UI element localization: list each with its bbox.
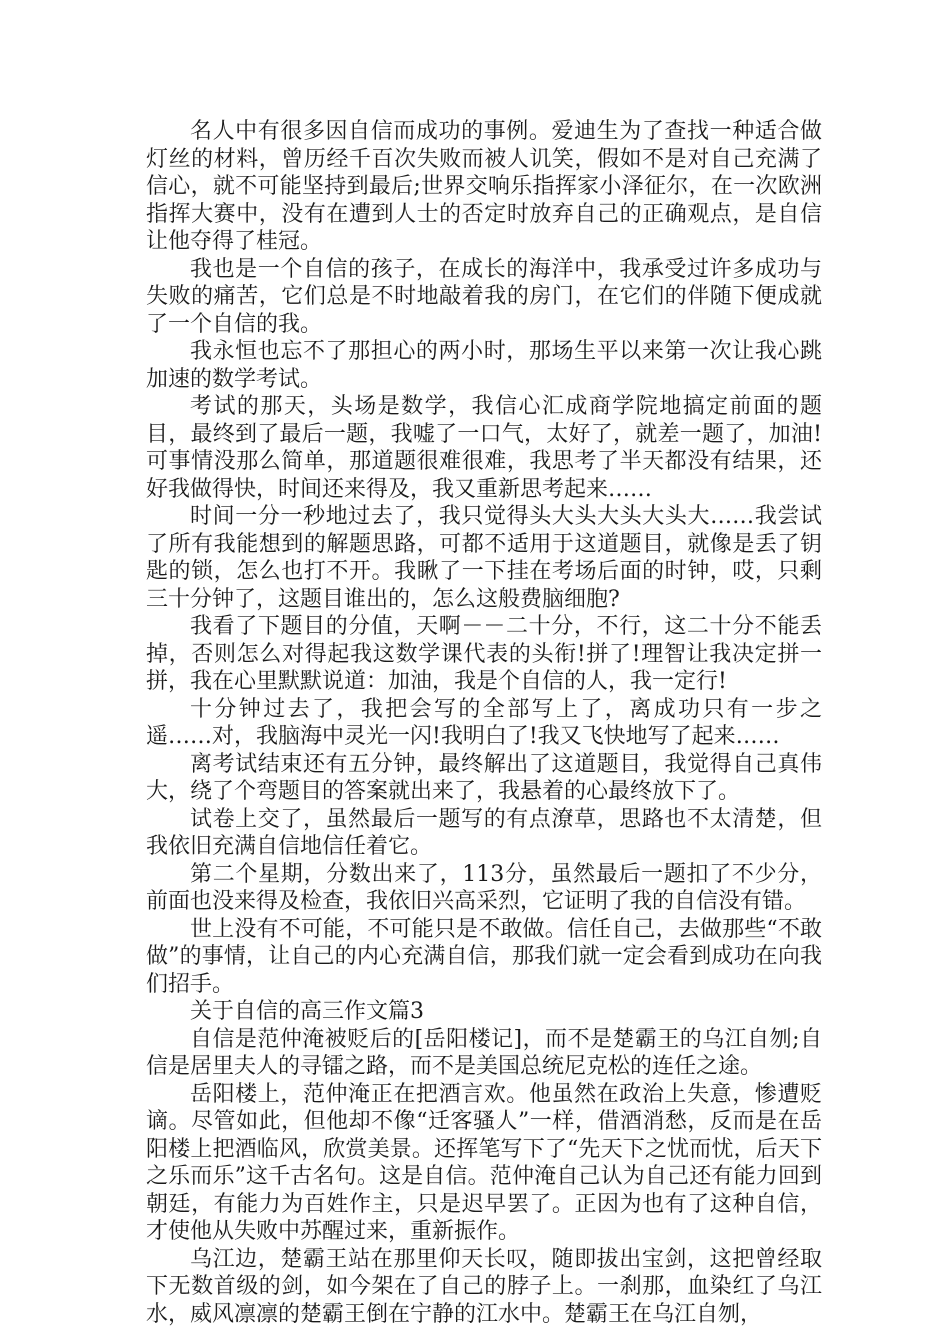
paragraph: 岳阳楼上，范仲淹正在把酒言欢。他虽然在政治上失意，惨遭贬谪。尽管如此，但他却不像“迁客骚人”一样，借酒消愁，反而是在岳阳楼上把酒临风，欣赏美景。还挥笔写下了“先天下之忧而忧，后天下之乐而乐”这千古名句。这是自信。范仲淹自己认为自己还有能力回到朝廷，有能力为百姓作主，只是迟早罢了。正因为也有了这种自信，才使他从失败中苏醒过来，重新振作。 (146, 1081, 822, 1244)
document-body (146, 118, 822, 1328)
paragraph: 考试的那天，头场是数学，我信心汇成商学院地搞定前面的题目，最终到了最后一题，我嘘了一口气，太好了，就差一题了，加油!可事情没那么简单，那道题很难很难，我思考了半天都没有结果，还好我做得快，时间还来得及，我又重新思考起来…… (146, 394, 822, 502)
paragraph: 我看了下题目的分值，天啊－－二十分，不行，这二十分不能丢掉，否则怎么对得起我这数学课代表的头衔!拼了!理智让我决定拼一拼，我在心里默默说道：加油，我是个自信的人，我一定行! (146, 614, 822, 694)
paragraph: 试卷上交了，虽然最后一题写的有点潦草，思路也不太清楚，但我依旧充满自信地信任着它。 (146, 806, 822, 859)
paragraph: 十分钟过去了，我把会写的全部写上了，离成功只有一步之遥……对，我脑海中灵光一闪!我明白了!我又飞快地写了起来…… (146, 696, 822, 749)
paragraph: 时间一分一秒地过去了，我只觉得头大头大头大头大……我尝试了所有我能想到的解题思路，可都不适用于这道题目，就像是丢了钥匙的锁，怎么也打不开。我瞅了一下挂在考场后面的时钟，哎，只剩三十分钟了，这题目谁出的，怎么这般费脑细胞? (146, 504, 822, 612)
paragraph: 名人中有很多因自信而成功的事例。爱迪生为了查找一种适合做灯丝的材料，曾历经千百次失败而被人讥笑，假如不是对自己充满了信心，就不可能坚持到最后;世界交响乐指挥家小泽征尔，在一次欧洲指挥大赛中，没有在遭到人士的否定时放弃自己的正确观点，是自信让他夺得了桂冠。 (146, 119, 822, 254)
paragraph: 我永恒也忘不了那担心的两小时，那场生平以来第一次让我心跳加速的数学考试。 (146, 339, 822, 392)
paragraph: 世上没有不可能，不可能只是不敢做。信任自己，去做那些“不敢做”的事情，让自己的内心充满自信，那我们就一定会看到成功在向我们招手。 (146, 916, 822, 997)
section-heading: 关于自信的高三作文篇3 (190, 999, 424, 1024)
paragraph: 第二个星期，分数出来了，113分，虽然最后一题扣了不少分，前面也没来得及检查，我依旧兴高采烈，它证明了我的自信没有错。 (146, 861, 822, 914)
paragraph: 乌江边，楚霸王站在那里仰天长叹，随即拔出宝剑，这把曾经取下无数首级的剑，如今架在了自己的脖子上。一刹那，血染红了乌江水，威风凛凛的楚霸王倒在宁静的江水中。楚霸王在乌江自刎， (146, 1246, 822, 1327)
paragraph: 离考试结束还有五分钟，最终解出了这道题目，我觉得自己真伟大，绕了个弯题目的答案就出来了，我悬着的心最终放下了。 (146, 751, 822, 804)
paragraph: 我也是一个自信的孩子，在成长的海洋中，我承受过许多成功与失败的痛苦，它们总是不时地敲着我的房门，在它们的伴随下便成就了一个自信的我。 (146, 256, 822, 337)
paragraph: 自信是范仲淹被贬后的[岳阳楼记]，而不是楚霸王的乌江自刎;自信是居里夫人的寻镭之路，而不是美国总统尼克松的连任之途。 (146, 1026, 822, 1079)
